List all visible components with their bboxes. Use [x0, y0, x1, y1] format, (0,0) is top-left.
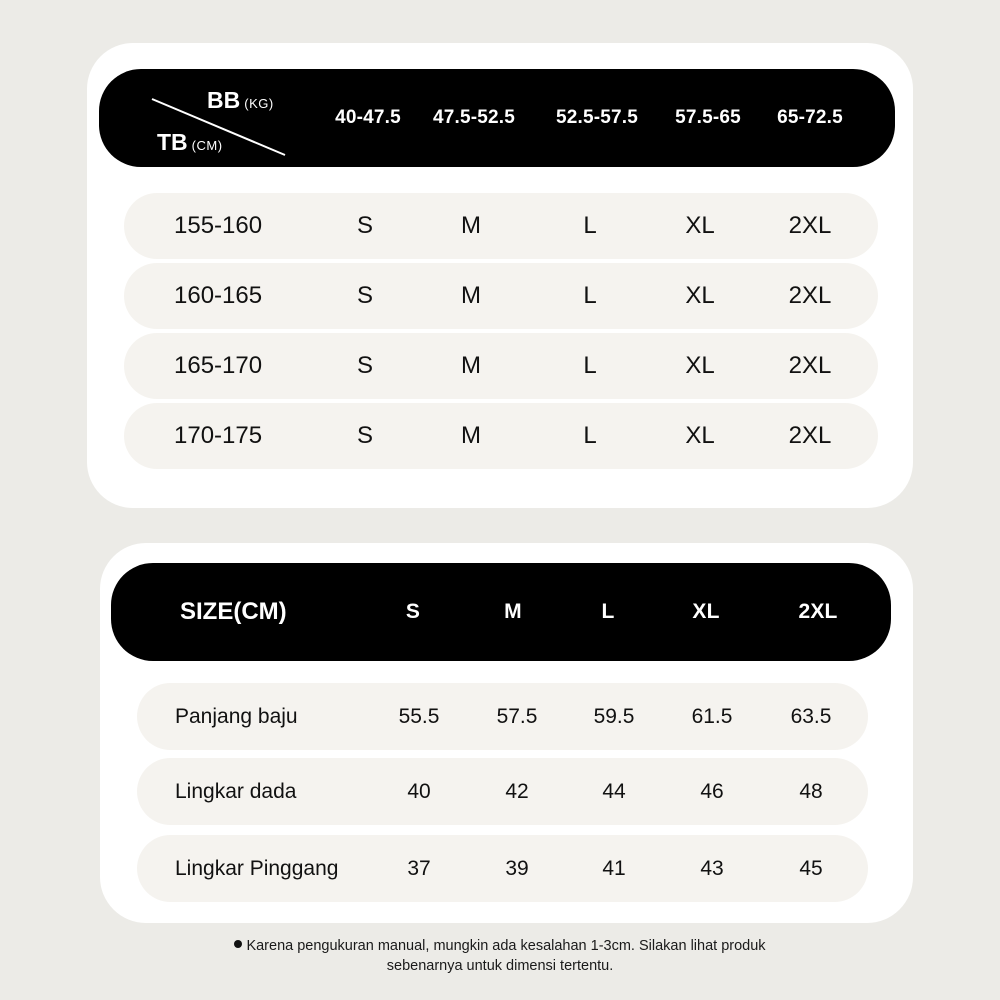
measurement-value: 46 [700, 779, 724, 803]
size-cell: XL [685, 282, 715, 309]
size-cell: S [356, 422, 374, 449]
measurement-value: 61.5 [691, 704, 733, 728]
weight-col-header: 47.5-52.5 [432, 107, 516, 128]
note-line-1: Karena pengukuran manual, mungkin ada kesalahan 1-3cm. Silakan lihat produk [246, 938, 766, 954]
size-cell: 2XL [788, 212, 832, 239]
measurement-label: Panjang baju [175, 704, 298, 728]
size-cell: L [583, 352, 597, 379]
size-cell: L [583, 212, 597, 239]
size-cell: L [583, 282, 597, 309]
weight-col-header: 57.5-65 [675, 107, 741, 128]
table-row [124, 263, 878, 329]
note-line-2: sebenarnya untuk dimensi tertentu. [386, 958, 614, 974]
measurement-value: 44 [602, 779, 626, 803]
weight-col-header: 52.5-57.5 [555, 107, 639, 128]
measurement-value: 48 [799, 779, 823, 803]
measurement-value: 55.5 [398, 704, 440, 728]
size-cell: 2XL [788, 352, 832, 379]
size-cell: M [461, 352, 481, 379]
table-row [124, 403, 878, 469]
height-range: 170-175 [174, 422, 263, 449]
measurement-value: 41 [602, 856, 626, 880]
measurement-card [100, 543, 913, 923]
size-cell: 2XL [788, 282, 832, 309]
height-range: 155-160 [174, 212, 263, 239]
size-col-header: XL [692, 600, 720, 623]
measurement-label: Lingkar Pinggang [175, 856, 339, 880]
size-col-header: L [601, 600, 615, 623]
table-row [124, 333, 878, 399]
measurement-value: 63.5 [790, 704, 832, 728]
size-header [111, 563, 891, 661]
size-cell: M [461, 282, 481, 309]
measurement-note [150, 936, 850, 976]
measurement-value: 45 [799, 856, 823, 880]
size-col-header: M [504, 600, 522, 623]
size-cell: S [356, 282, 374, 309]
measurement-value: 42 [505, 779, 529, 803]
weight-col-header: 65-72.5 [777, 107, 843, 128]
measurement-value: 59.5 [593, 704, 635, 728]
weight-axis-label: BB (KG) [207, 87, 274, 113]
table-row [137, 758, 868, 825]
measurement-value: 40 [407, 779, 431, 803]
size-cell: 2XL [788, 422, 832, 449]
table-row [137, 683, 868, 750]
table-row [137, 835, 868, 902]
size-title: SIZE(CM) [180, 598, 287, 625]
size-cell: XL [685, 422, 715, 449]
size-cell: L [583, 422, 597, 449]
size-cell: S [356, 352, 374, 379]
measurement-value: 57.5 [496, 704, 538, 728]
size-col-header: S [405, 600, 421, 623]
size-cell: M [461, 212, 481, 239]
height-range: 165-170 [174, 352, 263, 379]
size-cell: XL [685, 352, 715, 379]
weight-col-header: 40-47.5 [335, 107, 401, 128]
measurement-value: 43 [700, 856, 724, 880]
weight-header [99, 69, 895, 167]
size-col-header: 2XL [798, 600, 838, 623]
size-recommendation-card [87, 43, 913, 508]
table-row [124, 193, 878, 259]
size-cell: S [356, 212, 374, 239]
size-cell: XL [685, 212, 715, 239]
height-axis-label: TB (CM) [157, 129, 223, 155]
corner-label [99, 69, 309, 167]
height-range: 160-165 [174, 282, 263, 309]
measurement-label: Lingkar dada [175, 779, 297, 803]
measurement-value: 39 [505, 856, 529, 880]
bullet-icon [234, 940, 242, 948]
size-cell: M [461, 422, 481, 449]
measurement-value: 37 [407, 856, 431, 880]
